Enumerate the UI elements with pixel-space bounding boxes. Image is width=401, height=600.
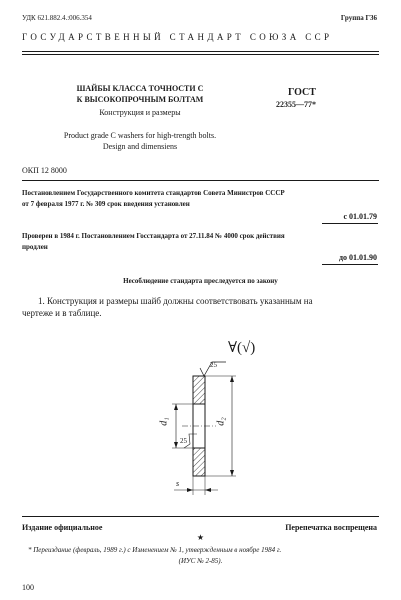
decree-date: с 01.01.79 xyxy=(343,212,377,221)
decree-line2: от 7 февраля 1977 г. № 309 срок введения установлен xyxy=(22,200,190,208)
header-rule-thick xyxy=(22,51,379,52)
check-date: до 01.01.90 xyxy=(338,253,377,262)
okp-code: ОКП 12 8000 xyxy=(22,166,67,175)
title-en-line2: Design and dimensiens xyxy=(102,142,178,151)
group-code: Группа Г36 xyxy=(340,14,377,22)
check-line2: продлен xyxy=(22,243,48,251)
udk-code: УДК 621.882.4.:006.354 xyxy=(22,14,92,22)
decree-date-rule xyxy=(322,223,378,224)
footnote-line2: (ИУС № 2-85). xyxy=(178,557,223,565)
gost-label: ГОСТ xyxy=(288,87,316,98)
check-date-rule xyxy=(322,264,378,265)
title-en-line1: Product grade C washers for high-trength bolts. xyxy=(63,131,217,140)
header-rule-thin xyxy=(22,54,379,55)
org-heading: ГОСУДАРСТВЕННЫЙ СТАНДАРТ СОЮЗА ССР xyxy=(22,32,333,42)
decree-line1: Постановлением Государственного комитета стандартов Совета Министров СССР xyxy=(22,189,285,197)
okp-rule xyxy=(22,180,379,181)
dim-d2-label: d₂ xyxy=(215,417,227,426)
section-upper xyxy=(193,376,205,404)
para1-line2: чертеже и в таблице. xyxy=(22,308,102,318)
title-line2: К ВЫСОКОПРОЧНЫМ БОЛТАМ xyxy=(76,95,204,104)
reprint-label: Перепечатка воспрещена xyxy=(285,523,377,532)
title-subtitle: Конструкция и размеры xyxy=(99,108,181,117)
star-mark: ★ xyxy=(196,533,205,542)
page-number: 100 xyxy=(22,583,34,592)
check-line1: Проверен в 1984 г. Постановлением Госстандарта от 27.11.84 № 4000 срок действия xyxy=(22,232,285,240)
law-notice: Несоблюдение стандарта преследуется по закону xyxy=(123,277,278,285)
section-lower xyxy=(193,448,205,476)
para1-line1: 1. Конструкция и размеры шайб должны соответствовать указанным на xyxy=(38,296,313,306)
washer-drawing xyxy=(160,330,290,495)
footer-rule xyxy=(22,516,379,517)
roughness-top-value: 25 xyxy=(210,361,217,369)
roughness-side-value: 25 xyxy=(180,437,187,445)
title-line1: ШАЙБЫ КЛАССА ТОЧНОСТИ С xyxy=(76,84,204,93)
gost-number: 22355—77* xyxy=(276,100,316,109)
dim-d1-label: d₁ xyxy=(158,417,170,426)
roughness-symbol: ∀(√) xyxy=(228,340,256,356)
dim-s-label: s xyxy=(176,479,180,488)
edition-label: Издание официальное xyxy=(22,523,103,532)
footnote-line1: * Переиздание (февраль, 1989 г.) с Изменением № 1, утвержденным в ноябре 1984 г. xyxy=(28,546,282,554)
